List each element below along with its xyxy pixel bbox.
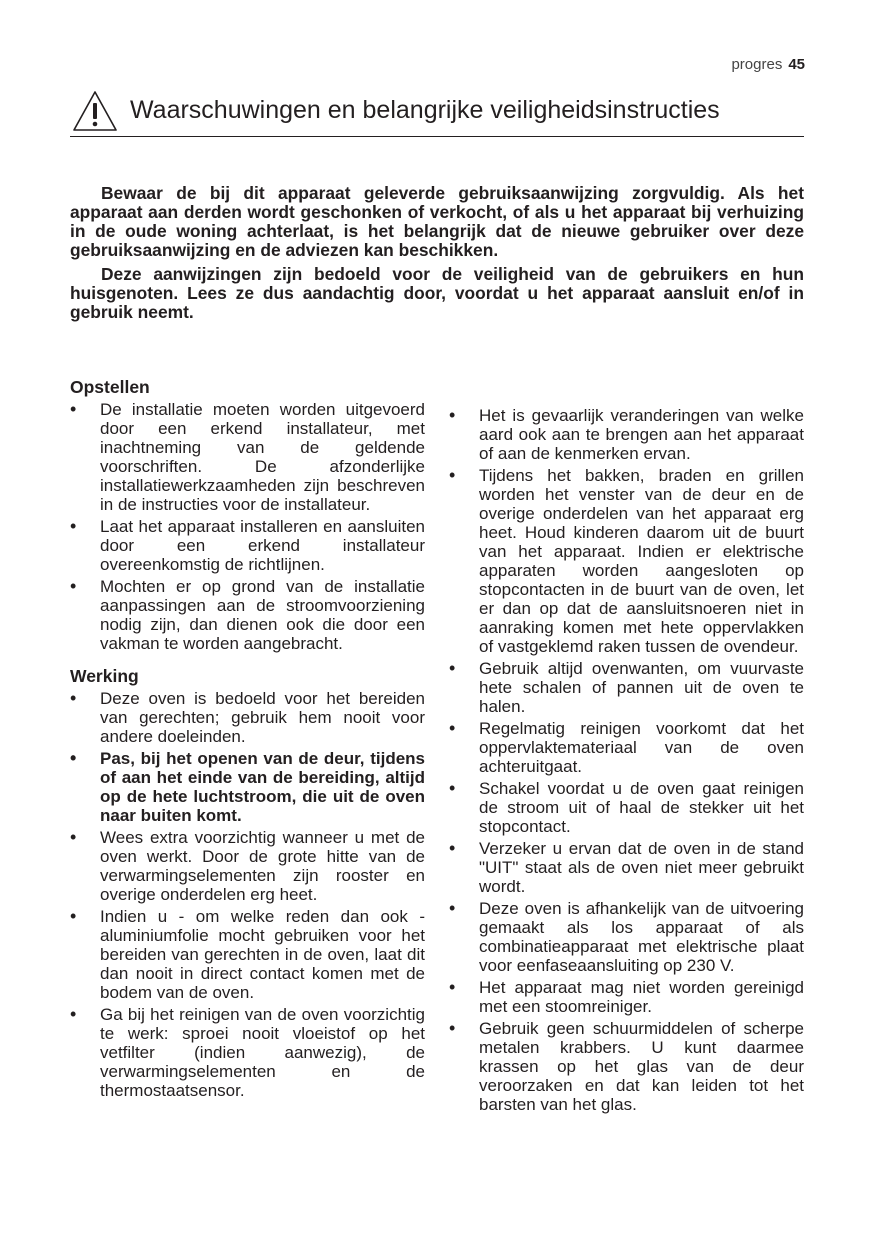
list-item: • Gebruik geen schuurmiddelen of scherpe metalen krabbers. U kunt daarmee krassen op het glas van de deur veroorzaken en dat kan leiden tot het barsten van het glas.	[449, 1019, 804, 1114]
page-number: 45	[788, 56, 805, 73]
list-item: • Verzeker u ervan dat de oven in de stand "UIT" staat als de oven niet meer gebruikt wordt.	[449, 839, 804, 896]
list-item: • Ga bij het reinigen van de oven voorzichtig te werk: sproei nooit vloeistof op het vetfilter (indien aanwezig), de verwarmingselementen en de thermostaatsensor.	[70, 1005, 425, 1100]
list-item: • Deze oven is afhankelijk van de uitvoering gemaakt als los apparaat of als combinatieapparaat met elektrische plaat voor eenfaseaansluiting op 230 V.	[449, 899, 804, 975]
section-heading-opstellen: Opstellen	[70, 377, 150, 397]
page-title: Waarschuwingen en belangrijke veiligheidsinstructies	[130, 96, 720, 124]
safety-list	[449, 406, 804, 1114]
page-header	[731, 56, 805, 73]
list-item: • Het is gevaarlijk veranderingen van welke aard ook aan te brengen aan het apparaat of aan de kenmerken ervan.	[449, 406, 804, 463]
list-item: • Wees extra voorzichtig wanneer u met de oven werkt. Door de grote hitte van de verwarmingselementen zijn rooster en overige onderdelen erg heet.	[70, 828, 425, 904]
left-column	[70, 378, 425, 1108]
intro-paragraph: Deze aanwijzingen zijn bedoeld voor de veiligheid van de gebruikers en hun huisgenoten. Lees ze dus aandachtig door, voordat u het apparaat aansluit en/of in gebruik neemt.	[70, 264, 804, 322]
list-item: • Gebruik altijd ovenwanten, om vuurvaste hete schalen of pannen uit de oven te halen.	[449, 659, 804, 716]
section-heading-werking: Werking	[70, 666, 139, 686]
intro-block	[70, 184, 804, 327]
opstellen-list	[70, 400, 425, 653]
list-item: • Laat het apparaat installeren en aansluiten door een erkend installateur overeenkomstig de richtlijnen.	[70, 517, 425, 574]
list-item: • Schakel voordat u de oven gaat reinigen de stroom uit of haal de stekker uit het stopcontact.	[449, 779, 804, 836]
right-column	[449, 406, 804, 1122]
werking-list	[70, 689, 425, 1100]
list-item: • Mochten er op grond van de installatie aanpassingen aan de stroomvoorziening nodig zijn, dan dienen ook die door een vakman te worden aangebracht.	[70, 577, 425, 653]
list-item: • Tijdens het bakken, braden en grillen worden het venster van de deur en de overige onderdelen van het apparaat erg heet. Houd kinderen daarom uit de buurt van het apparaat. Indien er elektrische apparaten worden aangesloten op stopcontacten in de buurt van de oven, let er dan op dat de aansluitsnoeren niet in aanraking komen met hete oppervlakken of vastgeklemd raken tussen de ovendeur.	[449, 466, 804, 656]
list-item: • Deze oven is bedoeld voor het bereiden van gerechten; gebruik hem nooit voor andere doeleinden.	[70, 689, 425, 746]
brand-name: progres	[731, 56, 783, 73]
list-item: • Indien u - om welke reden dan ook - aluminiumfolie mocht gebruiken voor het bereiden van gerechten in de oven, laat dit dan nooit in direct contact komen met de bodem van de oven.	[70, 907, 425, 1002]
section-title-row	[70, 88, 804, 137]
warning-triangle-icon	[72, 90, 118, 132]
list-item-warning: • Pas, bij het openen van de deur, tijdens of aan het einde van de bereiding, altijd op de hete luchtstroom, die uit de oven naar buiten komt.	[70, 749, 425, 825]
list-item: • Het apparaat mag niet worden gereinigd met een stoomreiniger.	[449, 978, 804, 1016]
list-item: • De installatie moeten worden uitgevoerd door een erkend installateur, met inachtneming van de geldende voorschriften. De afzonderlijke installatiewerkzaamheden zijn beschreven in de instructies voor de installateur.	[70, 400, 425, 514]
list-item: • Regelmatig reinigen voorkomt dat het oppervlaktemateriaal van de oven achteruitgaat.	[449, 719, 804, 776]
intro-paragraph: Bewaar de bij dit apparaat geleverde gebruiksaanwijzing zorgvuldig. Als het apparaat aan derden wordt geschonken of verkocht, of als u het apparaat bij verhuizing in de oude woning achterlaat, is het belangrijk dat de nieuwe gebruiker over deze gebruiksaanwijzing en de adviezen kan beschikken.	[70, 183, 804, 260]
